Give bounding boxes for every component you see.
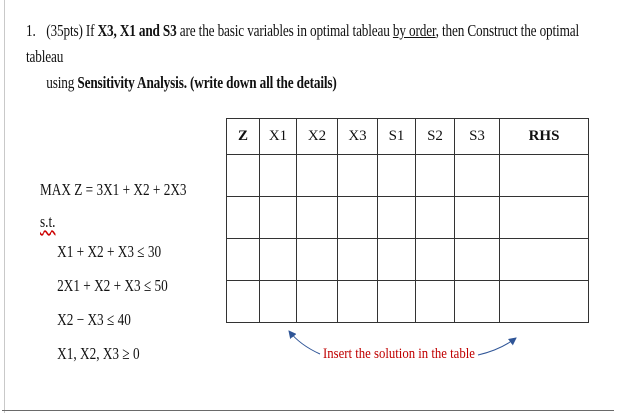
question-number: 1. (26, 21, 36, 40)
header-x1: X1 (260, 119, 297, 155)
subject-to: s.t. (40, 212, 56, 231)
by-order: by order (392, 21, 436, 40)
question-points: (35pts) (46, 21, 83, 40)
question-text-b: are the basic variables in optimal tableau (176, 21, 393, 40)
header-z: Z (227, 119, 260, 155)
header-rhs: RHS (500, 119, 589, 155)
constraint-3: X2 − X3 ≤ 40 (57, 310, 131, 329)
header-s3: S3 (455, 119, 500, 155)
bottom-rule (2, 410, 614, 411)
question-text-c: , then Construct the optimal tableau (26, 21, 579, 66)
header-s1: S1 (378, 119, 416, 155)
header-x2: X2 (297, 119, 338, 155)
header-x3: X3 (338, 119, 378, 155)
left-arrow (289, 331, 320, 354)
nonnegativity: X1, X2, X3 ≥ 0 (57, 344, 140, 363)
constraint-1: X1 + X2 + X3 ≤ 30 (57, 242, 162, 261)
sensitivity-analysis: Sensitivity Analysis. (77, 73, 187, 92)
question-line2-b: (write down all the details) (186, 73, 337, 92)
header-s2: S2 (416, 119, 455, 155)
right-arrow (478, 338, 516, 355)
objective-function: MAX Z = 3X1 + X2 + 2X3 (40, 180, 187, 199)
question-line2-a: using (46, 73, 78, 92)
insert-solution-note: Insert the solution in the table (323, 346, 475, 362)
constraint-2: 2X1 + X2 + X3 ≤ 50 (57, 276, 168, 295)
basic-variables: X3, X1 and S3 (97, 21, 177, 40)
question-text-a: If (82, 21, 98, 40)
